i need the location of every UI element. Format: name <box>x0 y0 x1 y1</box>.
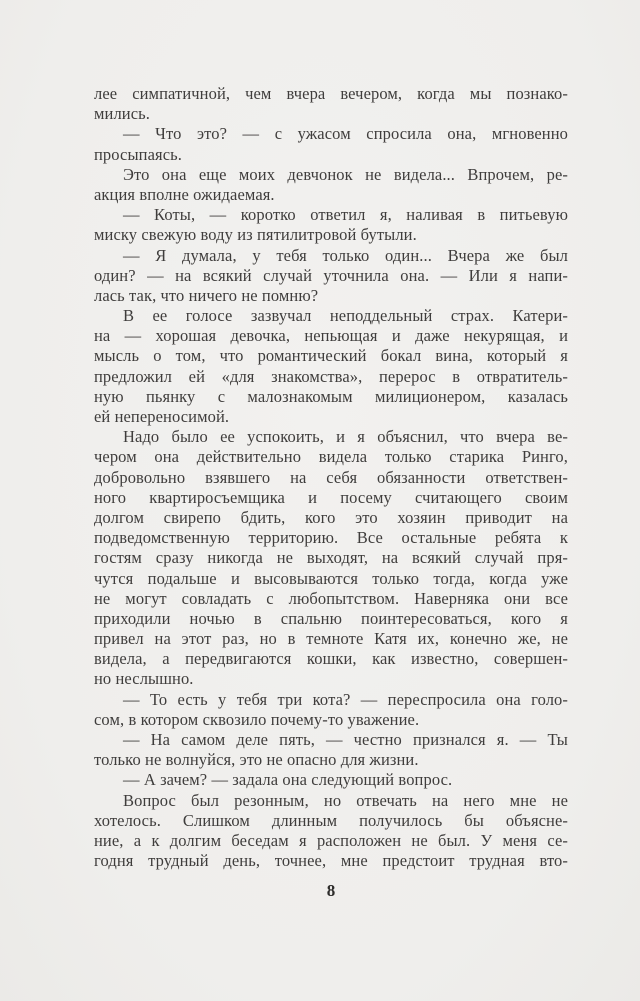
text-line: — А зачем? — задала она следующий вопрос. <box>123 770 453 790</box>
text-line: Вопрос был резонным, но отвечать на него мне не <box>123 790 568 810</box>
text-line: — Что это? — с ужасом спросила она, мгновенно <box>123 124 568 144</box>
text-line: один? — на всякий случай уточнила она. — Или я напи- <box>94 265 568 285</box>
text-line: акция вполне ожидаемая. <box>94 184 275 204</box>
text-line: но неслышно. <box>94 669 194 689</box>
text-line: В ее голосе зазвучал неподдельный страх. Катери- <box>123 306 568 326</box>
text-line: только не волнуйся, это не опасно для жизни. <box>94 750 419 770</box>
text-line: просыпаясь. <box>94 144 182 164</box>
text-line: подведомственную территорию. Все остальные ребята к <box>94 528 568 548</box>
text-line: лее симпатичной, чем вчера вечером, когда мы познако- <box>94 84 568 103</box>
text-line: чутся подальше и высовываются только тогда, когда уже <box>94 568 568 588</box>
text-line: не могут совладать с любопытством. Наверняка они все <box>94 588 568 608</box>
text-line: мысль о том, что романтический бокал вина, который я <box>94 346 568 366</box>
text-line: Надо было ее успокоить, и я объяснил, что вчера ве- <box>123 427 568 447</box>
text-line: — На самом деле пять, — честно признался я. — Ты <box>123 730 568 749</box>
text-line: — То есть у тебя три кота? — переспросила она голо- <box>123 689 568 709</box>
text-line: приходили ночью в спальню поинтересоваться, кого я <box>94 608 568 628</box>
text-line: видела, а передвигаются кошки, как известно, совершен- <box>94 649 568 669</box>
page-number: 8 <box>326 881 336 900</box>
text-line: — Я думала, у тебя только один... Вчера же был <box>123 245 568 265</box>
text-block <box>94 84 568 871</box>
text-line: мились. <box>94 104 151 124</box>
text-line: ние, а к долгим беседам я расположен не был. У меня се- <box>94 830 568 850</box>
text-line: добровольно взявшего на себя обязанности ответствен- <box>94 467 568 487</box>
text-line: ей непереносимой. <box>94 407 230 426</box>
text-line: годня трудный день, точнее, мне предстоит трудная вто- <box>94 851 568 871</box>
text-line: ного квартиросъемщика и посему считающего своим <box>94 487 568 507</box>
text-line: привел на этот раз, но в темноте Катя их, конечно же, не <box>94 629 568 649</box>
text-line: хотелось. Слишком длинным получилось бы объясне- <box>94 810 568 830</box>
text-line: лась так, что ничего не помню? <box>94 285 319 305</box>
text-line: сом, в котором сквозило почему-то уважение. <box>94 709 420 729</box>
text-line: долгом свирепо бдить, кого это хозяин приводит на <box>94 507 568 527</box>
text-line: гостям сразу никогда не выходят, на всякий случай пря- <box>94 548 568 568</box>
text-line: Это она еще моих девчонок не видела... Впрочем, ре- <box>123 164 568 184</box>
text-line: миску свежую воду из пятилитровой бутыли. <box>94 225 417 245</box>
text-line: предложил ей «для знакомства», перерос в отвратитель- <box>94 366 568 386</box>
text-line: чером она действительно видела только старика Ринго, <box>94 447 568 467</box>
text-line: ную пьянку с малознакомым милиционером, казалась <box>94 386 568 406</box>
text-line: на — хорошая девочка, непьющая и даже некурящая, и <box>94 326 568 346</box>
text-line: — Коты, — коротко ответил я, наливая в питьевую <box>123 205 568 225</box>
